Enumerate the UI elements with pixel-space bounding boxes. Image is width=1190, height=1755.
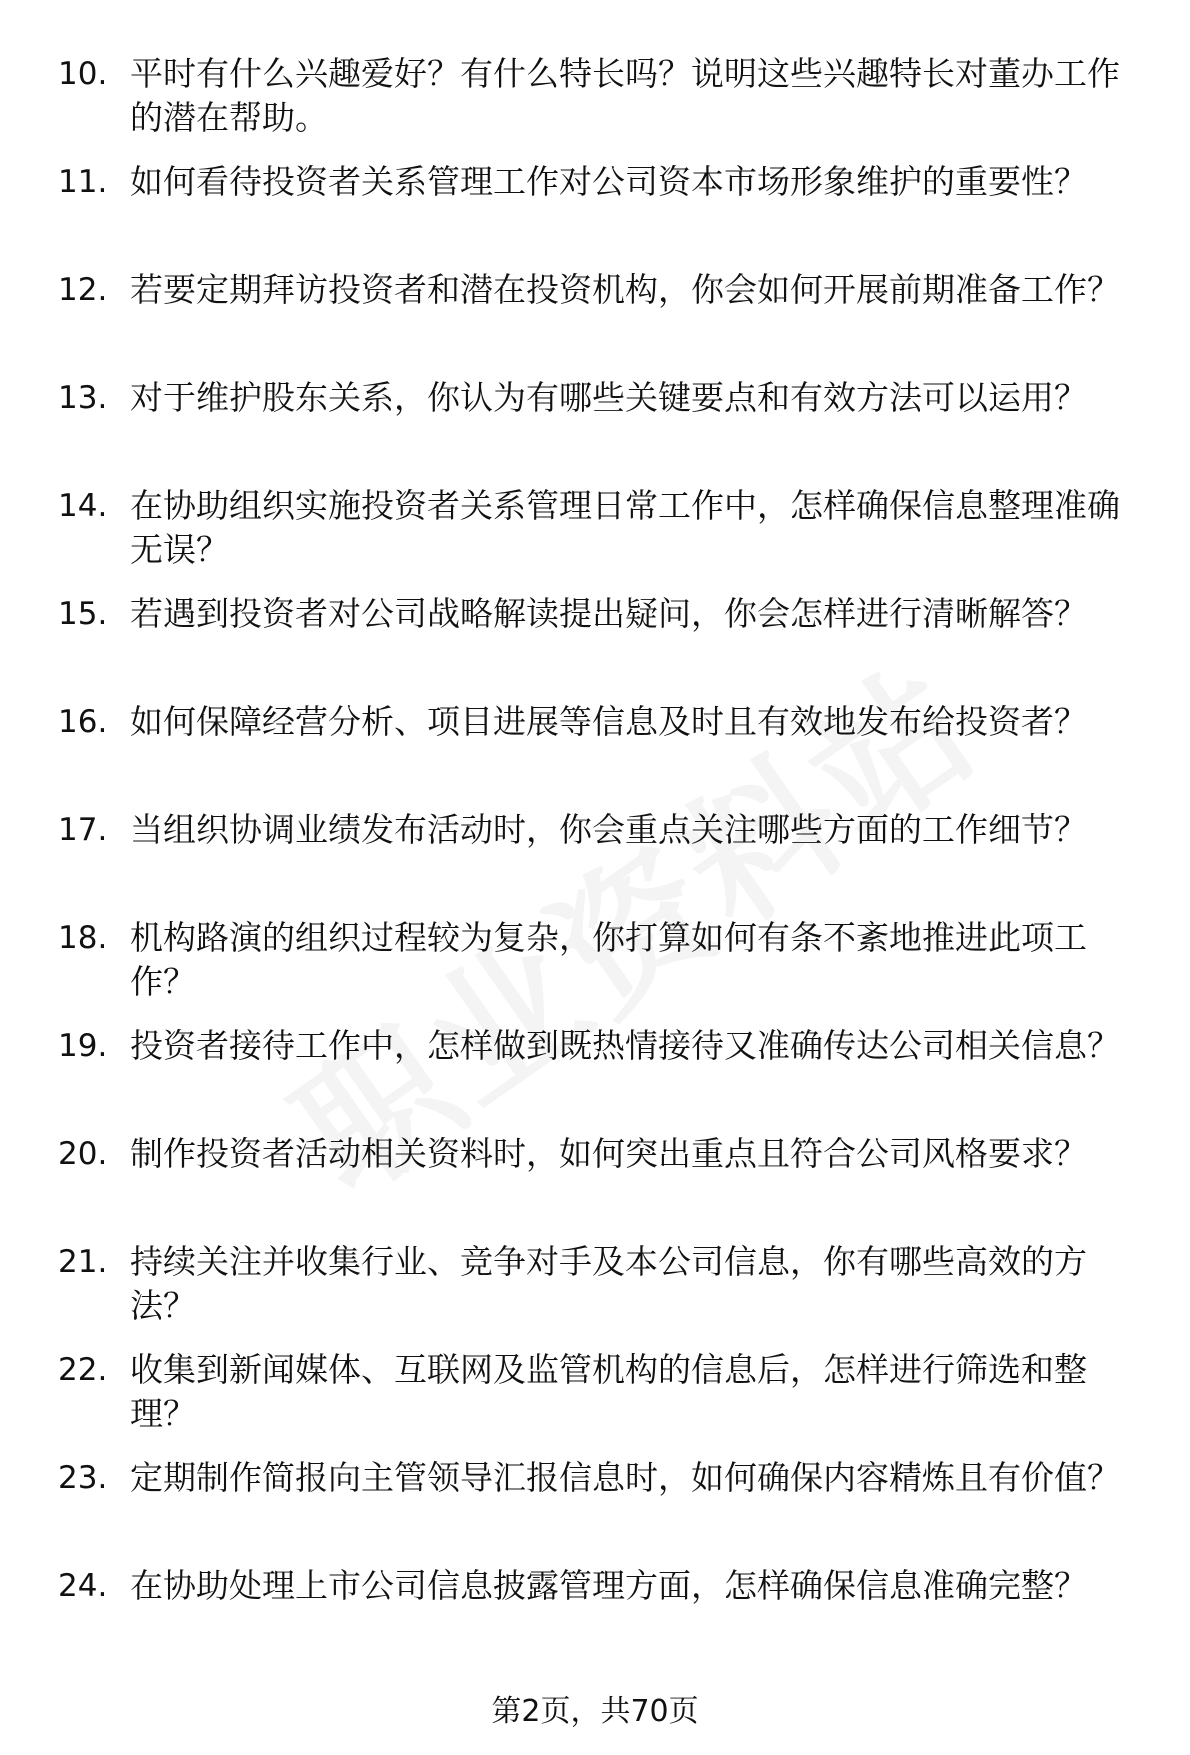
question-text: 对于维护股东关系，你认为有哪些关键要点和有效方法可以运用？ <box>130 378 1087 417</box>
question-item <box>58 484 1148 592</box>
question-number: 24. <box>58 1568 108 1604</box>
page-number-footer: 第2页，共70页 <box>491 1694 699 1729</box>
question-text: 当组织协调业绩发布活动时，你会重点关注哪些方面的工作细节？ <box>130 810 1087 849</box>
question-item <box>58 1564 1148 1672</box>
question-number: 15. <box>58 596 108 632</box>
question-item <box>58 1456 1148 1564</box>
question-item <box>58 1024 1148 1132</box>
question-number: 11. <box>58 164 108 200</box>
question-number: 23. <box>58 1460 108 1496</box>
question-item <box>58 592 1148 700</box>
question-list <box>58 52 1148 1672</box>
question-item <box>58 160 1148 268</box>
question-number: 10. <box>58 56 108 92</box>
question-number: 18. <box>58 920 108 956</box>
question-text: 投资者接待工作中，怎样做到既热情接待又准确传达公司相关信息？ <box>130 1026 1120 1065</box>
question-text: 持续关注并收集行业、竞争对手及本公司信息，你有哪些高效的方法？ <box>130 1242 1087 1325</box>
question-number: 13. <box>58 380 108 416</box>
question-number: 12. <box>58 272 108 308</box>
question-text: 如何看待投资者关系管理工作对公司资本市场形象维护的重要性？ <box>130 162 1087 201</box>
question-text: 平时有什么兴趣爱好？有什么特长吗？说明这些兴趣特长对董办工作的潜在帮助。 <box>130 54 1120 137</box>
question-item <box>58 1348 1148 1456</box>
question-text: 在协助处理上市公司信息披露管理方面，怎样确保信息准确完整？ <box>130 1566 1087 1605</box>
question-item <box>58 1240 1148 1348</box>
question-number: 19. <box>58 1028 108 1064</box>
question-item <box>58 268 1148 376</box>
question-text: 如何保障经营分析、项目进展等信息及时且有效地发布给投资者？ <box>130 702 1087 741</box>
question-text: 在协助组织实施投资者关系管理日常工作中，怎样确保信息整理准确无误？ <box>130 486 1120 569</box>
question-text: 制作投资者活动相关资料时，如何突出重点且符合公司风格要求？ <box>130 1134 1087 1173</box>
question-number: 16. <box>58 704 108 740</box>
question-number: 17. <box>58 812 108 848</box>
question-item <box>58 916 1148 1024</box>
question-text: 若遇到投资者对公司战略解读提出疑问，你会怎样进行清晰解答？ <box>130 594 1087 633</box>
question-number: 20. <box>58 1136 108 1172</box>
question-number: 22. <box>58 1352 108 1388</box>
question-item <box>58 376 1148 484</box>
question-text: 收集到新闻媒体、互联网及监管机构的信息后，怎样进行筛选和整理？ <box>130 1350 1087 1433</box>
question-text: 若要定期拜访投资者和潜在投资机构，你会如何开展前期准备工作？ <box>130 270 1120 309</box>
question-item <box>58 808 1148 916</box>
question-text: 定期制作简报向主管领导汇报信息时，如何确保内容精炼且有价值？ <box>130 1458 1120 1497</box>
question-item <box>58 700 1148 808</box>
question-text: 机构路演的组织过程较为复杂，你打算如何有条不紊地推进此项工作？ <box>130 918 1087 1001</box>
question-item <box>58 1132 1148 1240</box>
question-number: 21. <box>58 1244 108 1280</box>
question-item <box>58 52 1148 160</box>
question-number: 14. <box>58 488 108 524</box>
